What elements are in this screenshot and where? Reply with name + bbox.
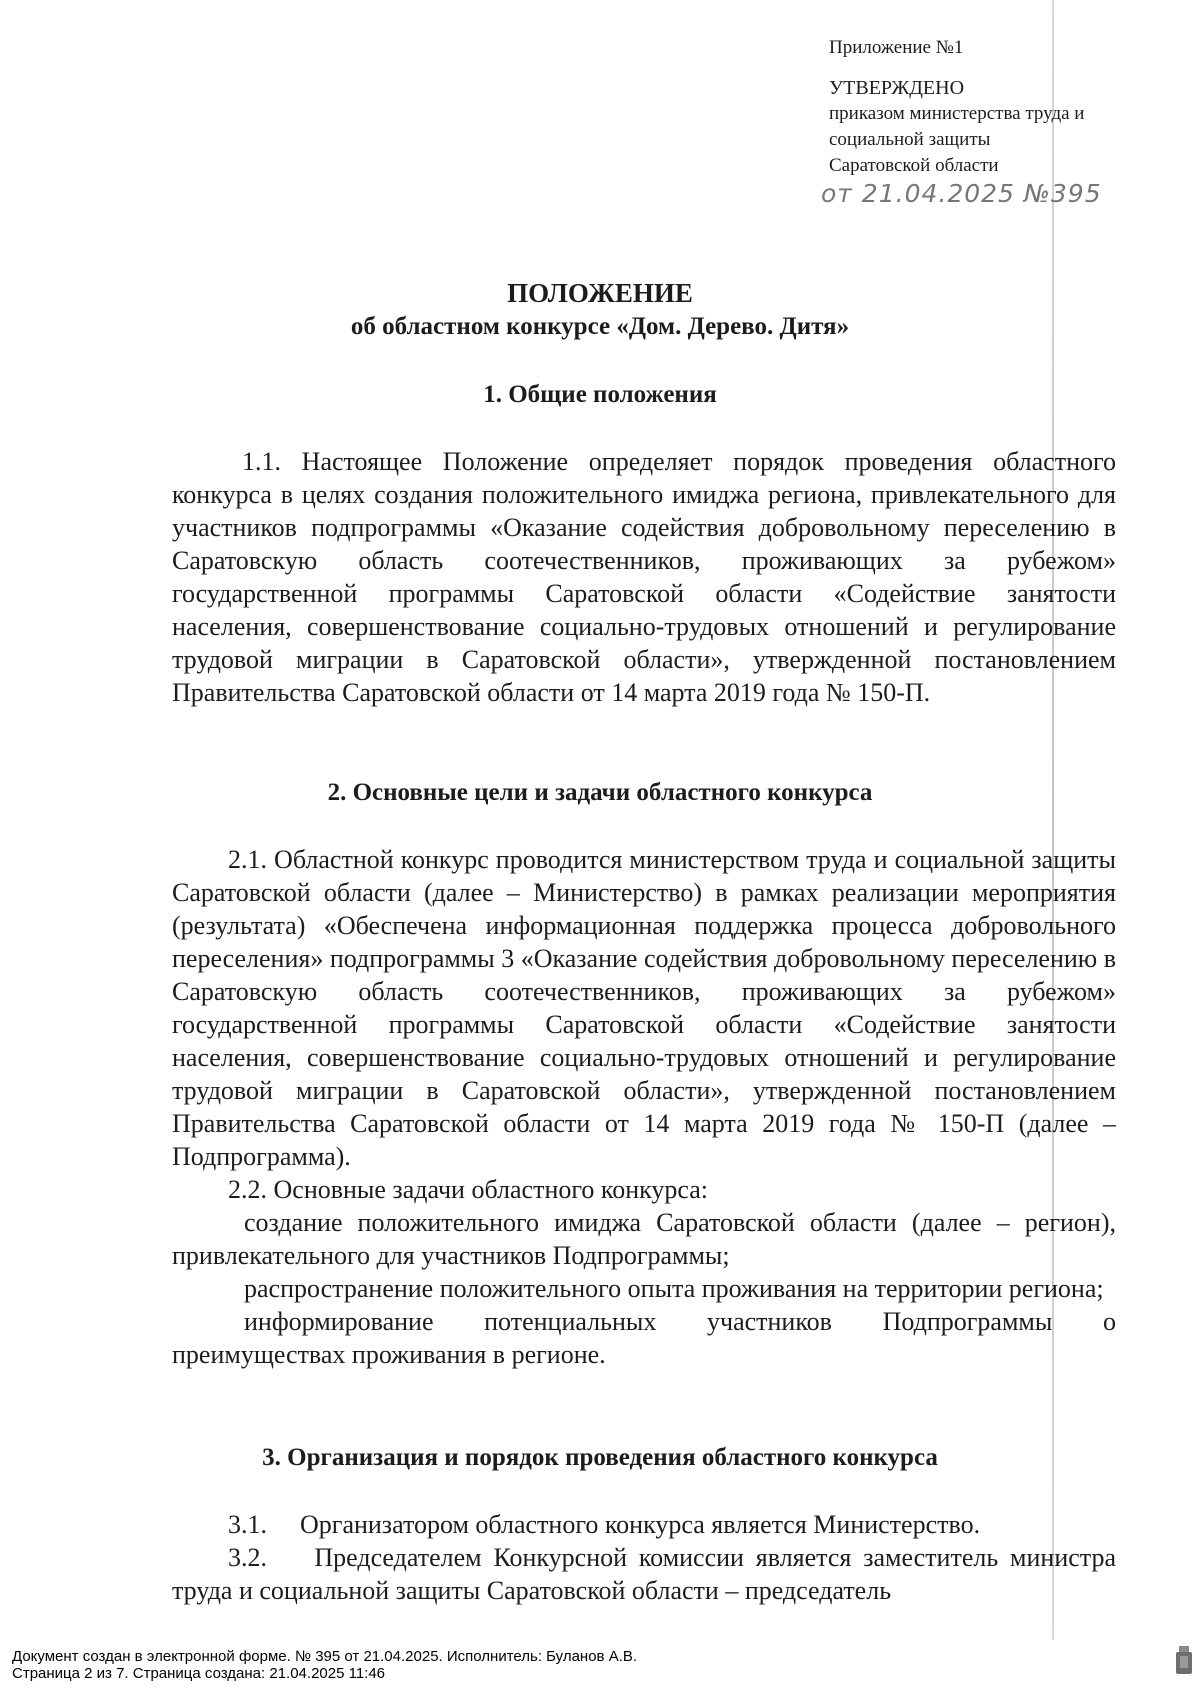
- footer-line-2: Страница 2 из 7. Страница создана: 21.04.2025 11:46: [12, 1665, 386, 1682]
- approval-line: социальной защиты: [829, 129, 991, 150]
- section-heading-1: 1. Общие положения: [483, 381, 717, 408]
- document-footer: [12, 1648, 1112, 1682]
- approved-label: УТВЕРЖДЕНО: [829, 77, 965, 99]
- item-number: 3.1.: [228, 1510, 267, 1539]
- document-title: ПОЛОЖЕНИЕ: [507, 278, 693, 308]
- approval-line: Саратовской области: [829, 155, 999, 176]
- task-item: создание положительного имиджа Саратовской области (далее – регион), привлекательного для участников Подпрограммы;: [172, 1208, 1116, 1270]
- section-heading-2: 2. Основные цели и задачи областного конкурса: [327, 779, 873, 806]
- paragraph-2-1: 2.1. Областной конкурс проводится министерством труда и социальной защиты Саратовской области (далее – Министерство) в рамках реализации мероприятия (результата) «Обеспечена информационная поддержка процесса добровольного переселения» подпрограммы 3 «Оказание содействия добровольному переселению в Саратовскую область соотечественников, проживающих за рубежом» государственной программы Саратовской области «Содействие занятости населения, совершенствование социально-трудовых отношений и регулирование трудовой миграции в Саратовской области», утвержденной постановлением Правительства Саратовской области от 14 марта 2019 года № 150-П (далее – Подпрограмма).: [172, 845, 1116, 1171]
- task-item: распространение положительного опыта проживания на территории региона;: [244, 1274, 1104, 1303]
- item-number: 3.2.: [228, 1543, 267, 1572]
- scan-artifact-line: [1052, 0, 1054, 1640]
- item-text: Председателем Конкурсной комиссии является заместитель министра труда и социальной защиты Саратовской области – председатель: [172, 1543, 1116, 1605]
- paragraph-1-1: 1.1. Настоящее Положение определяет порядок проведения областного конкурса в целях создания положительного имиджа региона, привлекательного для участников подпрограммы «Оказание содействия добровольному переселению в Саратовскую область соотечественников, проживающих за рубежом» государственной программы Саратовской области «Содействие занятости населения, совершенствование социально-трудовых отношений и регулирование трудовой миграции в Саратовской области», утвержденной постановлением Правительства Саратовской области от 14 марта 2019 года № 150-П.: [172, 447, 1116, 707]
- approval-line: приказом министерства труда и: [829, 103, 1085, 124]
- footer-line-1: Документ создан в электронной форме. № 395 от 21.04.2025. Исполнитель: Буланов А.В.: [12, 1648, 638, 1665]
- item-text: Организатором областного конкурса является Министерство.: [300, 1510, 981, 1539]
- numbered-item-wrapped: [172, 1541, 1116, 1607]
- numbered-item: [172, 1508, 1116, 1541]
- section-3-body: [172, 1508, 1116, 1607]
- handwritten-date-number: от 21.04.2025 №395: [821, 179, 1102, 208]
- task-item: информирование потенциальных участников Подпрограммы о преимуществах проживания в регионе.: [172, 1307, 1116, 1369]
- appendix-label: Приложение №1: [829, 37, 964, 58]
- section-2-body: [172, 843, 1116, 1371]
- document-subtitle: об областном конкурсе «Дом. Дерево. Дитя»: [350, 313, 850, 340]
- section-heading-3: 3. Организация и порядок проведения областного конкурса: [262, 1444, 938, 1471]
- coat-of-arms-icon: [1174, 1644, 1194, 1678]
- approval-block: [821, 35, 1169, 208]
- section-1-body: [172, 445, 1116, 709]
- paragraph-2-2: 2.2. Основные задачи областного конкурса:: [228, 1175, 708, 1204]
